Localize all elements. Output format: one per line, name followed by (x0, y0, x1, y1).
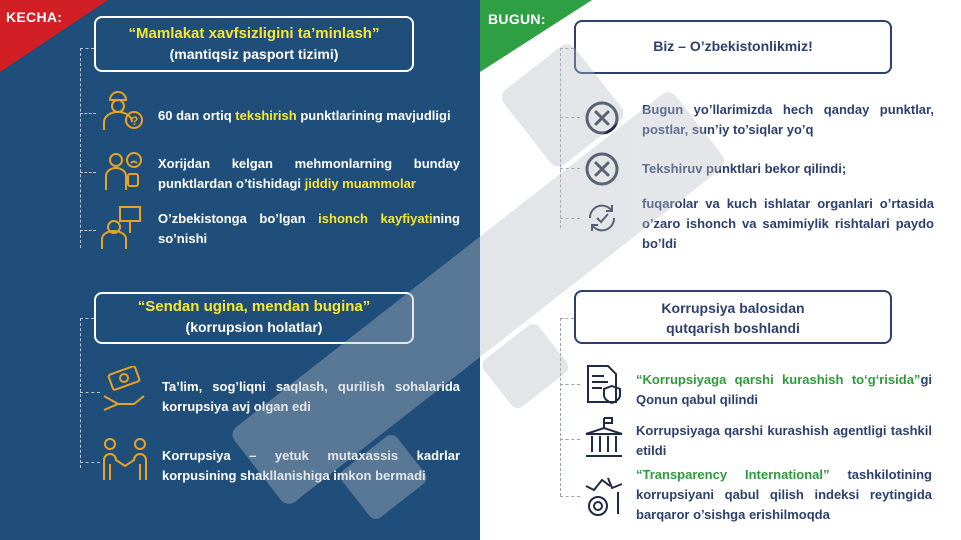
bribe-money-hand-icon (100, 366, 150, 414)
connector-line (560, 318, 574, 319)
connector-line (560, 168, 580, 169)
connector-line (560, 218, 580, 219)
kecha-item-checkpoints: 60 dan ortiq tekshirish punktlarining mavjudligi (158, 108, 451, 123)
protester-sign-icon (98, 205, 148, 251)
connector-line (80, 48, 94, 49)
connector-line (80, 172, 96, 173)
connector-line (560, 318, 561, 496)
connector-line (560, 48, 574, 49)
bugun-item-checkpoints-abolished: Tekshiruv punktlari bekor qilindi; (642, 161, 847, 176)
bugun-item-anticorruption-agency: Korrupsiyaga qarshi kurashish agentligi tashkil etildi (636, 423, 932, 458)
box-subtitle: (korrupsion holatlar) (185, 319, 323, 335)
bugun-item-transparency-index: “Transparency International” tashkilotining korrupsiyani qabul qilish indeksi reytingida barqaror o’sishga erishilmoqda (636, 467, 932, 522)
bugun-item-anticorruption-law: “Korrupsiyaga qarshi kurashish to‘g‘risida”gi Qonun qabul qilindi (636, 372, 932, 407)
box-title: Korrupsiya balosidan qutqarish boshlandi (661, 300, 805, 336)
kecha-label: KECHA: (6, 9, 63, 25)
connector-line (560, 439, 580, 440)
svg-text:?: ? (131, 114, 139, 128)
kecha-security-box (94, 16, 414, 72)
kecha-panel (0, 0, 480, 540)
connector-line (80, 113, 96, 114)
kecha-item-visitors-problems: Xorijdan kelgan mehmonlarning bunday punktlardan o’tishidagi jiddiy muammolar (158, 156, 460, 191)
connector-line (560, 117, 580, 118)
bugun-panel (480, 0, 961, 540)
law-document-icon (582, 362, 626, 406)
ranking-index-icon (582, 472, 626, 518)
connector-line (80, 230, 96, 231)
security-officer-question-icon (98, 90, 148, 136)
connector-line (80, 392, 100, 393)
cancel-circle-icon (584, 151, 620, 187)
cancel-circle-icon (584, 100, 620, 136)
connector-line (560, 384, 580, 385)
box-title: “Mamlakat xavfsizligini ta’minlash” (128, 25, 380, 42)
kecha-item-cadre-formation: Korrupsiya – yetuk mutaxassis kadrlar korpusining shakllanishiga imkon bermadi (162, 448, 460, 483)
box-subtitle: (mantiqsiz pasport tizimi) (169, 46, 339, 62)
bugun-corruption-box (574, 290, 892, 344)
bugun-item-mutual-trust: fuqarolar va kuch ishlatar organlari o’rtasida o’zaro ishonch va samimiylik rishtalari paydo bo’ldi (642, 196, 934, 251)
connector-line (80, 318, 94, 319)
kecha-item-trust-decline: O’zbekistonga bo’lgan ishonch kayfiyatining so’nishi (158, 211, 460, 246)
government-building-icon (582, 416, 626, 460)
box-title: “Sendan ugina, mendan bugina” (137, 298, 371, 315)
bugun-uzbek-box (574, 20, 892, 74)
box-title: Biz – O’zbekistonlikmiz! (653, 38, 813, 54)
connector-line (80, 318, 81, 468)
troubled-traveler-icon (98, 148, 148, 194)
connector-line (80, 462, 100, 463)
bugun-label: BUGUN: (488, 11, 546, 27)
trust-refresh-icon (584, 200, 620, 236)
connector-line (80, 48, 81, 248)
bugun-item-no-checkpoints: Bugun yo’llarimizda hech qanday punktlar, postlar, sun’iy to’siqlar yo’q (642, 102, 934, 137)
kecha-corruption-box (94, 292, 414, 344)
kecha-item-corruption-sectors: Ta’lim, sog’liqni saqlash, qurilish sohalarida korrupsiya avj olgan edi (162, 379, 460, 414)
connector-line (560, 496, 580, 497)
connector-line (560, 48, 561, 228)
handshake-deal-icon (100, 436, 150, 484)
